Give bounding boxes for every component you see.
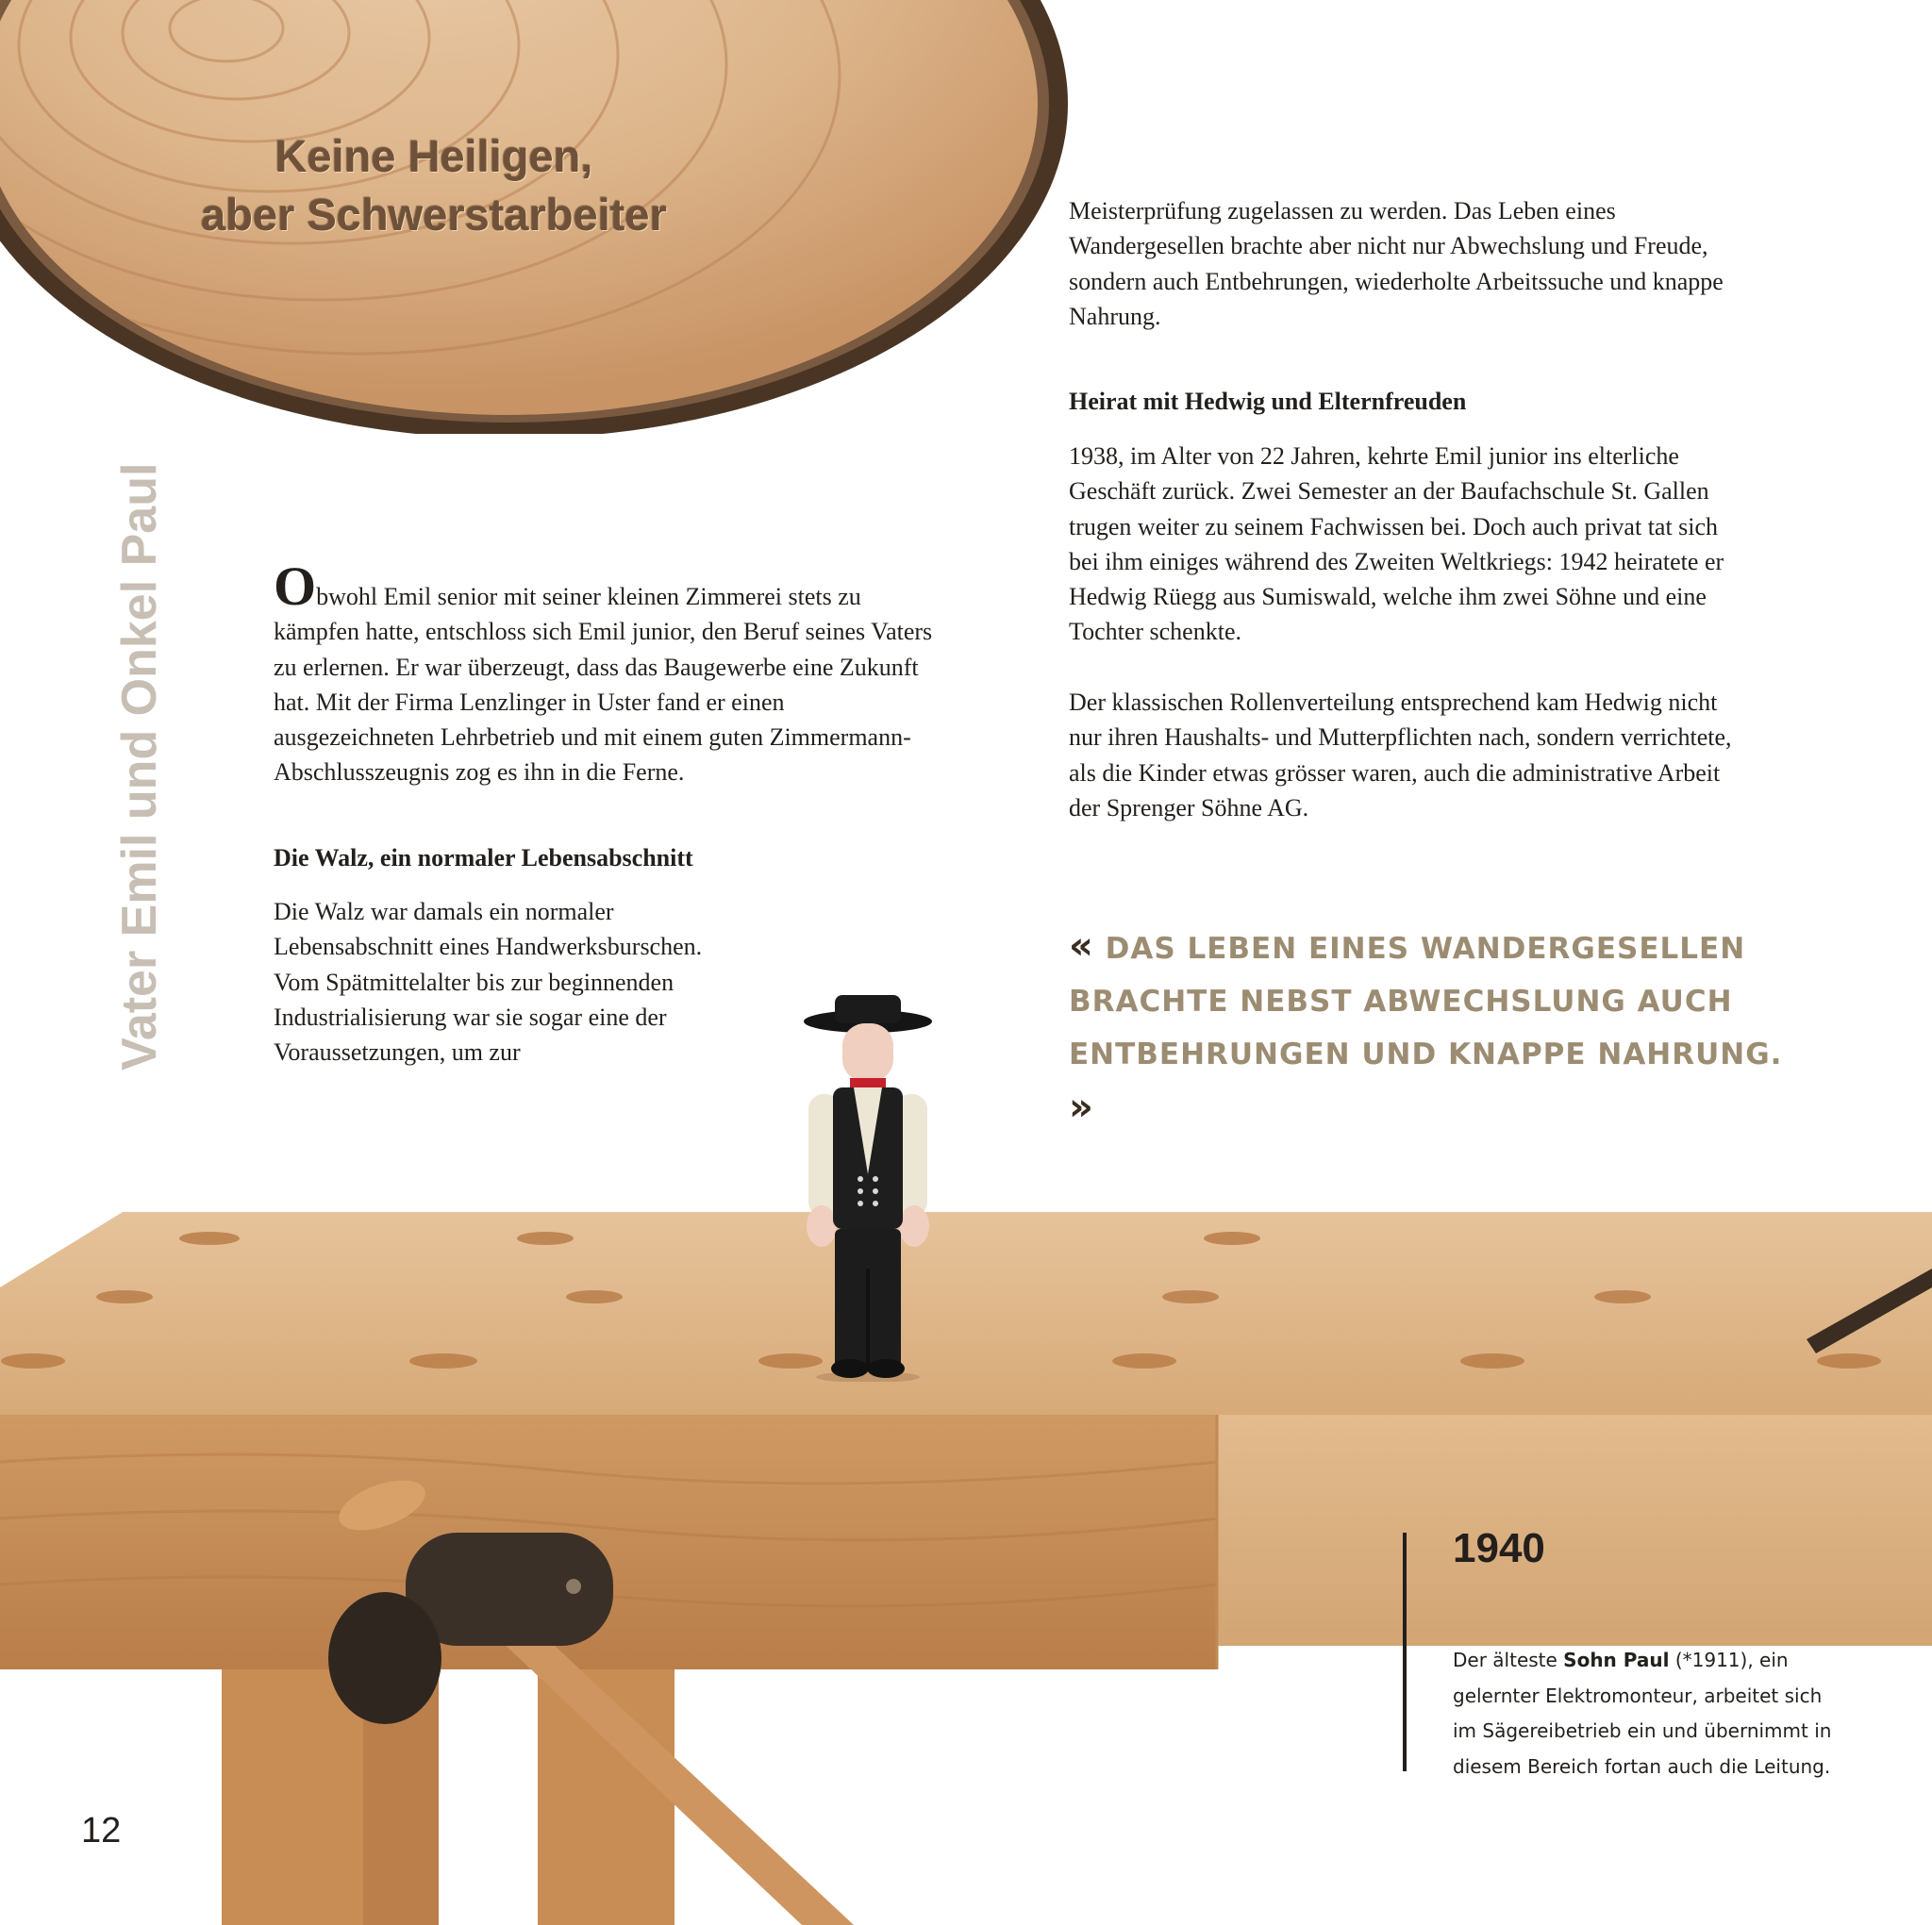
workbench-image <box>0 1179 1932 1925</box>
intro-text: bwohl Emil senior mit seiner kleinen Zimmerei stets zu kämpfen hatte, entschloss sich Emil junior, den Beruf seines Vaters zu erlernen. Er war überzeugt, dass das Baugewerbe eine Zukunft hat. Mit der Firma Lenzlinger in Uster fand er einen ausgezeichneten Lehrbetrieb und mit einem guten Zimmermann-Abschlusszeugnis zog es ihn in die Ferne. <box>274 583 933 787</box>
walz-paragraph: Die Walz war damals ein normaler Lebensabschnitt eines Handwerksburschen. Vom Spätmittelalter bis zur beginnenden Industrialisierung war sie sogar eine der Voraussetzungen, um zur <box>274 898 703 1067</box>
timeline-divider <box>1403 1533 1407 1771</box>
section-heading-walz: Die Walz, ein normaler Lebensabschnitt <box>274 844 693 871</box>
pull-quote <box>1069 920 1805 1137</box>
page-title <box>160 127 708 244</box>
intro-paragraph <box>274 556 945 790</box>
quote-text: DAS LEBEN EINES WANDERGESELLEN BRACHTE NEBST ABWECHSLUNG AUCH ENTBEHRUNGEN UND KNAPPE NAHRUNG. <box>1069 932 1783 1071</box>
quote-close-mark: » <box>1069 1086 1094 1129</box>
carpenter-figurine-image <box>788 995 948 1382</box>
title-line-2: aber Schwerstarbeiter <box>201 190 667 240</box>
vertical-section-heading: Vater Emil und Onkel Paul <box>112 462 167 1070</box>
continuation-paragraph: Meisterprüfung zugelassen zu werden. Das Leben eines Wandergesellen brachte aber nicht nur Abwechslung und Freude, sondern auch Entbehrungen, wiederholte Arbeitssuche und knappe Nahrung. <box>1069 197 1724 330</box>
section-heading-heirat: Heirat mit Hedwig und Elternfreuden <box>1069 388 1467 415</box>
quote-open-mark: « <box>1069 924 1094 968</box>
heirat-paragraph-1: 1938, im Alter von 22 Jahren, kehrte Emil junior ins elterliche Geschäft zurück. Zwei Semester an der Baufachschule St. Gallen trugen weiter zu seinem Fachwissen bei. Doch auch privat tat sich bei ihm einiges während des Zweiten Weltkriegs: 1942 heiratete er Hedwig Rüegg aus Sumiswald, welche ihm zwei Söhne und eine Tochter schenkte. <box>1069 442 1724 646</box>
timeline-text-start: Der älteste <box>1453 1649 1564 1671</box>
drop-cap: O <box>274 556 317 617</box>
page-number: 12 <box>81 1811 122 1850</box>
timeline-year: 1940 <box>1453 1525 1545 1571</box>
timeline-text-end: (*1911), ein gelernter Elektromonteur, arbeitet sich im Sägereibetrieb ein und übernimmt in diesem Bereich fortan auch die Leitung. <box>1453 1649 1832 1778</box>
heirat-paragraph-2: Der klassischen Rollenverteilung entsprechend kam Hedwig nicht nur ihren Haushalts- und Mutterpflichten nach, sondern verrichtete, als die Kinder etwas grösser waren, auch die administrative Arbeit der Sprenger Söhne AG. <box>1069 689 1732 821</box>
timeline-text <box>1453 1643 1849 1784</box>
title-line-1: Keine Heiligen, <box>275 131 593 181</box>
timeline-text-bold: Sohn Paul <box>1563 1649 1670 1671</box>
